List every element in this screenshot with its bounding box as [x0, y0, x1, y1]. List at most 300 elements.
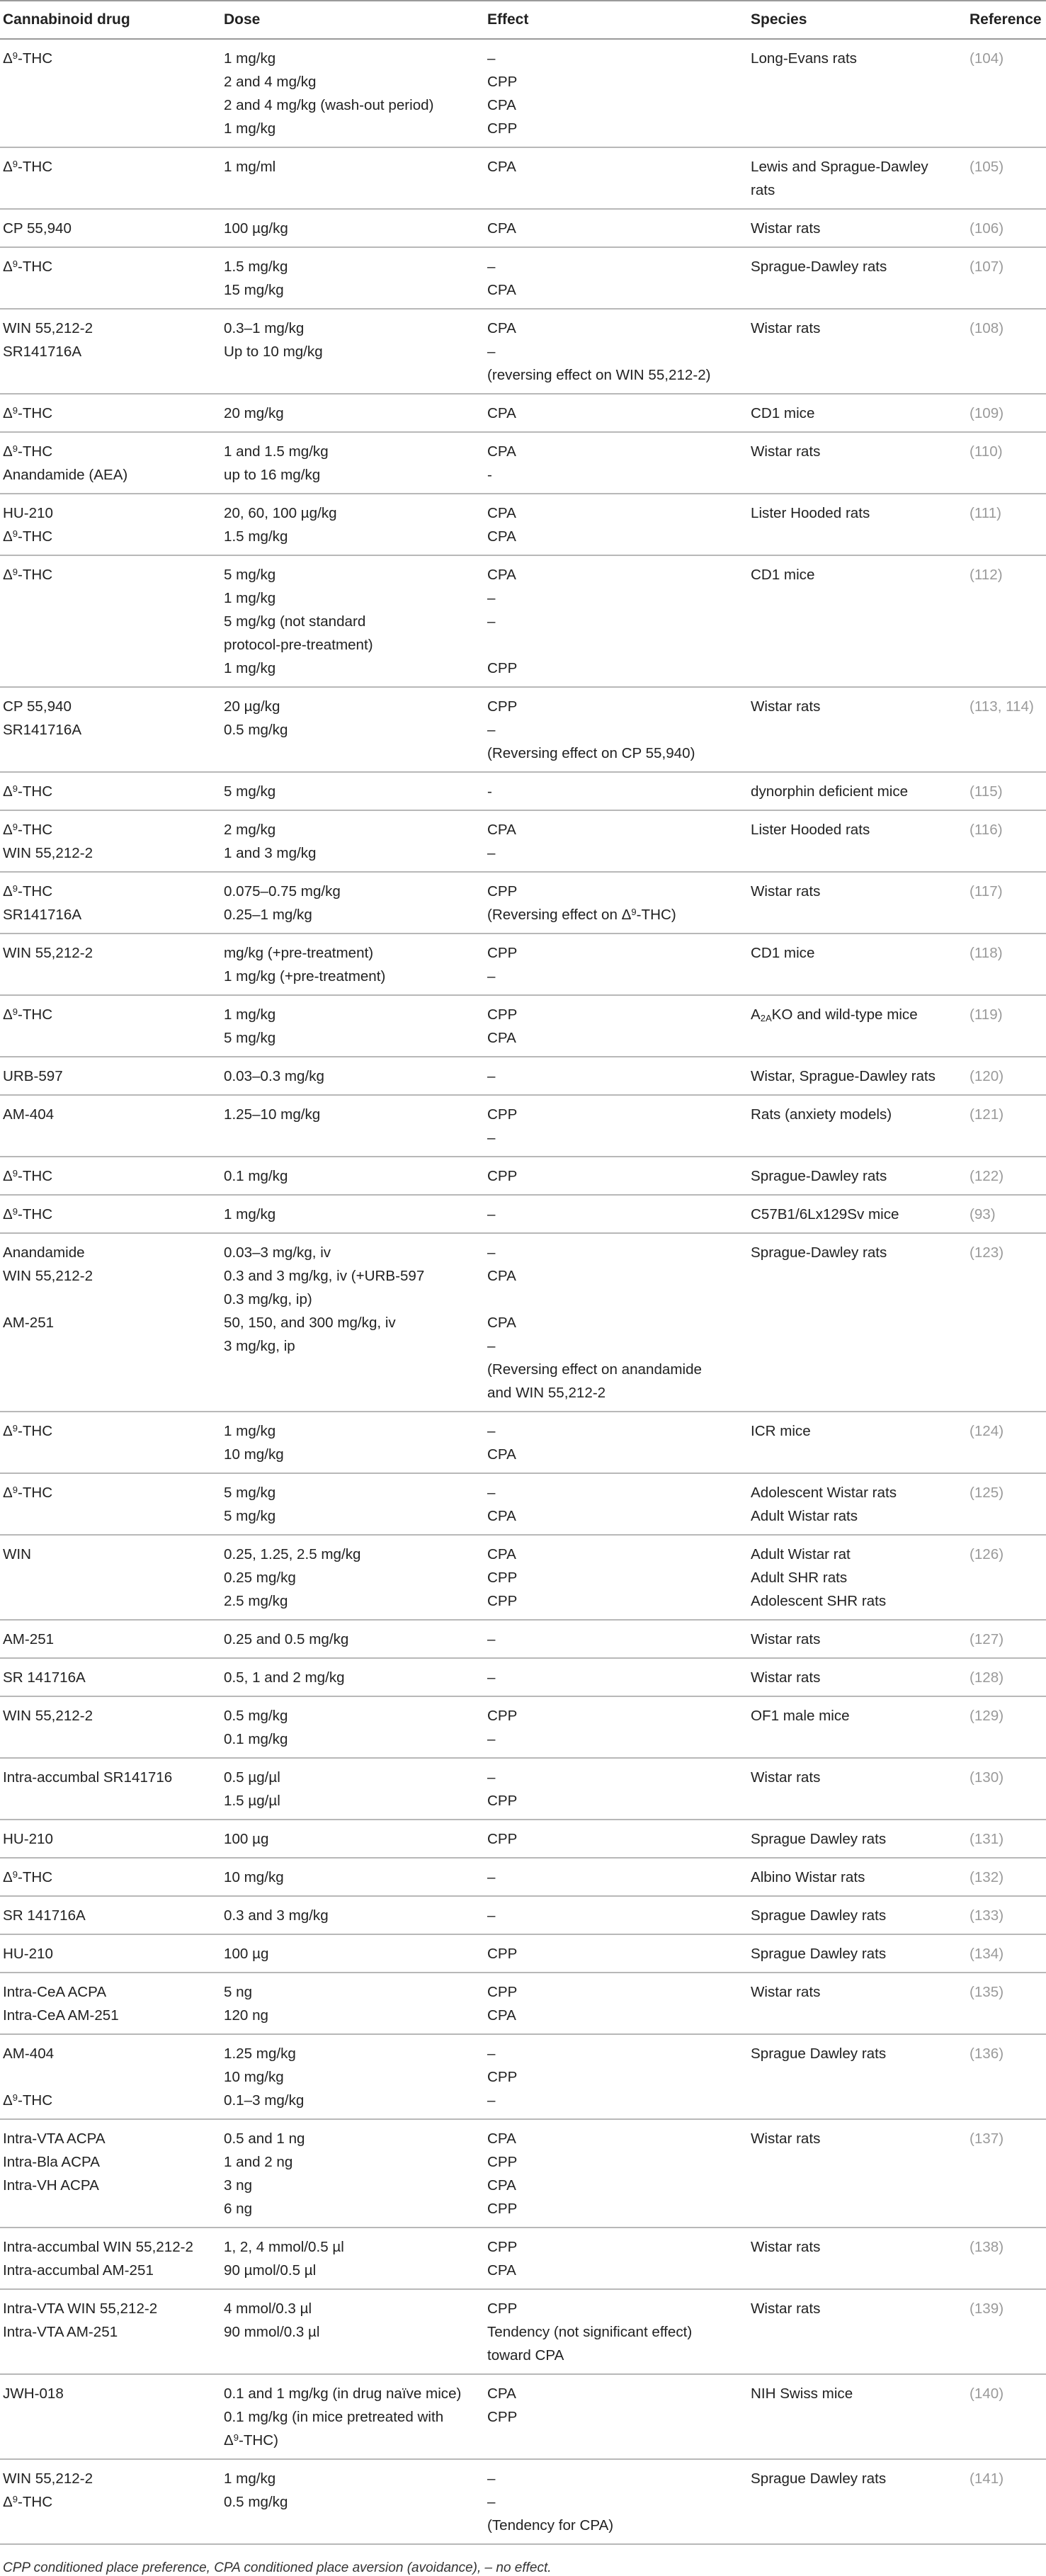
cell-drug [0, 209, 221, 247]
cell-species-line: Sprague Dawley rats [751, 1946, 887, 1962]
table-row [0, 247, 1046, 309]
cell-species-line: Wistar rats [751, 1984, 821, 2000]
cell-dose [221, 2034, 484, 2119]
cell-dose [221, 2459, 484, 2544]
cell-reference[interactable] [967, 2228, 1046, 2289]
table-row [0, 432, 1046, 494]
cell-dose-line: 50, 150, and 300 mg/kg, iv [224, 1315, 396, 1331]
cell-dose-line: 1 mg/kg [224, 1423, 276, 1439]
cell-dose-line: 20 µg/kg [224, 698, 280, 715]
cell-drug-line: $\Delta^9$-THC [3, 883, 53, 900]
cell-effect-line: CPP [487, 1570, 518, 1586]
cell-drug-line: AM-404 [3, 1106, 55, 1123]
cell-drug-line: Anandamide [3, 1244, 85, 1261]
cell-species-line: Wistar rats [751, 220, 821, 237]
cell-dose-line: 90 mmol/0.3 µl [224, 2324, 320, 2340]
cell-effect-line: CPP [487, 1831, 518, 1847]
cell-dose-line: 0.03–3 mg/kg, iv [224, 1244, 331, 1261]
cell-reference[interactable] [967, 209, 1046, 247]
cell-effect [484, 147, 748, 209]
cell-drug-line: CP 55,940 [3, 698, 72, 715]
table-row [0, 1696, 1046, 1758]
table-row [0, 934, 1046, 995]
cell-reference[interactable] [967, 1057, 1046, 1095]
cell-species [748, 1934, 967, 1973]
cell-dose [221, 1233, 484, 1412]
cell-reference[interactable] [967, 810, 1046, 872]
cell-species-line: Sprague Dawley rats [751, 2046, 887, 2062]
reference-link[interactable]: (118) [970, 945, 1003, 961]
cell-effect-line: - [487, 467, 492, 483]
cell-drug [0, 147, 221, 209]
reference-link[interactable]: (107) [970, 259, 1004, 275]
cell-effect [484, 2228, 748, 2289]
table-row [0, 1195, 1046, 1233]
table-row [0, 2289, 1046, 2374]
cell-dose [221, 772, 484, 810]
cell-effect [484, 772, 748, 810]
cell-effect [484, 934, 748, 995]
reference-link[interactable]: (122) [970, 1168, 1004, 1184]
cell-effect-line: CPA [487, 405, 516, 421]
cell-effect-line: – [487, 1244, 496, 1261]
cell-drug [0, 810, 221, 872]
cell-species [748, 995, 967, 1057]
cell-species [748, 1473, 967, 1535]
cell-drug [0, 995, 221, 1057]
reference-link[interactable]: (110) [970, 443, 1003, 460]
cell-species [748, 2119, 967, 2228]
cell-drug-line: $\Delta^9$-THC [3, 528, 53, 545]
cell-drug-line: $\Delta^9$-THC [3, 1485, 53, 1501]
cell-effect-line: – [487, 968, 496, 985]
reference-link[interactable]: (113, 114) [970, 698, 1034, 715]
cell-effect [484, 1934, 748, 1973]
cell-reference[interactable] [967, 1858, 1046, 1896]
cell-effect [484, 1095, 748, 1157]
cell-reference[interactable] [967, 872, 1046, 934]
cell-dose-line: 2 and 4 mg/kg [224, 74, 317, 90]
cell-effect [484, 39, 748, 147]
cell-dose [221, 432, 484, 494]
table-row [0, 494, 1046, 555]
reference-link[interactable]: (138) [970, 2239, 1004, 2255]
cell-dose-line: 0.25, 1.25, 2.5 mg/kg [224, 1546, 361, 1562]
cell-drug [0, 1195, 221, 1233]
cell-dose-line: mg/kg (+pre-treatment) [224, 945, 374, 961]
column-header-effect: Effect [484, 1, 748, 39]
reference-link[interactable]: (117) [970, 883, 1003, 900]
cell-reference[interactable] [967, 1095, 1046, 1157]
cell-effect-line: CPA [487, 159, 516, 175]
cell-dose-line: 1 mg/ml [224, 159, 276, 175]
cell-dose-line: 3 ng [224, 2177, 253, 2194]
cell-effect [484, 309, 748, 394]
cell-dose-line: 1.25–10 mg/kg [224, 1106, 321, 1123]
cell-dose [221, 1934, 484, 1973]
reference-link[interactable]: (93) [970, 1206, 996, 1222]
cell-effect [484, 2289, 748, 2374]
cell-species-line: Wistar rats [751, 2239, 821, 2255]
table-row [0, 1535, 1046, 1620]
cell-effect-line: CPA [487, 220, 516, 237]
cell-dose [221, 2289, 484, 2374]
reference-link[interactable]: (111) [970, 505, 1002, 521]
cell-dose-line: 0.25 and 0.5 mg/kg [224, 1631, 349, 1647]
cell-effect [484, 1658, 748, 1696]
cell-reference[interactable] [967, 995, 1046, 1057]
cell-effect-line: – [487, 1869, 496, 1885]
cell-reference[interactable] [967, 1195, 1046, 1233]
reference-link[interactable]: (137) [970, 2130, 1004, 2147]
cell-drug-line: $\Delta^9$-THC [3, 2092, 53, 2109]
cell-dose-line: 0.25 mg/kg [224, 1570, 296, 1586]
reference-link[interactable]: (133) [970, 1907, 1004, 1924]
cell-effect-line: (Reversing effect on CP 55,940) [487, 745, 695, 761]
reference-link[interactable]: (121) [970, 1106, 1004, 1123]
cell-dose-line: 90 µmol/0.5 µl [224, 2262, 317, 2279]
cell-effect-line: CPA [487, 1546, 516, 1562]
cell-effect-line: CPA [487, 97, 516, 113]
cell-effect-line: CPP [487, 120, 518, 137]
cell-dose-line: $\Delta^9-THC$) [224, 2432, 279, 2449]
cell-reference[interactable] [967, 1620, 1046, 1658]
cell-dose-line: 3 mg/kg, ip [224, 1338, 295, 1354]
table-row [0, 1934, 1046, 1973]
cell-effect-line: CPP [487, 1708, 518, 1724]
cell-species [748, 1057, 967, 1095]
table-row [0, 2119, 1046, 2228]
cell-dose-line: 5 mg/kg [224, 567, 276, 583]
cell-dose-line: 0.5, 1 and 2 mg/kg [224, 1669, 345, 1686]
cell-species [748, 555, 967, 687]
cell-effect [484, 209, 748, 247]
cell-dose [221, 1195, 484, 1233]
table-row [0, 39, 1046, 147]
cell-drug-line: Intra-accumbal AM-251 [3, 2262, 154, 2279]
cell-drug [0, 772, 221, 810]
reference-link[interactable]: (130) [970, 1769, 1004, 1786]
cell-species [748, 1820, 967, 1858]
cell-reference[interactable] [967, 1758, 1046, 1820]
cell-effect-line: – [487, 1130, 496, 1146]
reference-link[interactable]: (104) [970, 50, 1004, 67]
reference-link[interactable]: (134) [970, 1946, 1004, 1962]
cell-drug-line: $\Delta^9$-THC [3, 783, 53, 800]
cell-drug-line [3, 1288, 221, 1311]
cell-drug-line: Anandamide (AEA) [3, 467, 128, 483]
cell-reference[interactable] [967, 394, 1046, 432]
cell-drug-line: Intra-accumbal SR141716 [3, 1769, 173, 1786]
cell-dose-line: 0.5 mg/kg [224, 722, 288, 738]
cell-dose-line: 1.25 mg/kg [224, 2046, 296, 2062]
cell-reference[interactable] [967, 687, 1046, 772]
cell-drug [0, 555, 221, 687]
reference-link[interactable]: (132) [970, 1869, 1004, 1885]
reference-link[interactable]: (136) [970, 2046, 1004, 2062]
cell-reference[interactable] [967, 772, 1046, 810]
cell-drug [0, 934, 221, 995]
reference-link[interactable]: (119) [970, 1006, 1003, 1023]
cell-dose-line: 0.3 and 3 mg/kg, iv (+URB-597 [224, 1268, 425, 1284]
table-row [0, 872, 1046, 934]
cell-drug-line: HU-210 [3, 1831, 53, 1847]
cell-dose-line: 1, 2, 4 mmol/0.5 µl [224, 2239, 344, 2255]
cell-species [748, 1896, 967, 1934]
cell-species-line: CD1 mice [751, 567, 815, 583]
reference-link[interactable]: (141) [970, 2470, 1004, 2487]
cell-reference[interactable] [967, 2459, 1046, 2544]
cell-effect-line: CPA [487, 2177, 516, 2194]
reference-link[interactable]: (124) [970, 1423, 1004, 1439]
cell-dose-line: 100 µg/kg [224, 220, 288, 237]
cell-dose-line: 1 mg/kg (+pre-treatment) [224, 968, 386, 985]
cell-reference[interactable] [967, 2119, 1046, 2228]
reference-link[interactable]: (115) [970, 783, 1003, 800]
cell-species [748, 247, 967, 309]
cell-species [748, 39, 967, 147]
cell-dose [221, 810, 484, 872]
cell-drug [0, 1412, 221, 1473]
cell-dose-line: 1 mg/kg [224, 2470, 276, 2487]
cell-dose-line: 0.5 mg/kg [224, 1708, 288, 1724]
cell-dose-line: Up to 10 mg/kg [224, 344, 323, 360]
cell-reference[interactable] [967, 555, 1046, 687]
cell-reference[interactable] [967, 247, 1046, 309]
reference-link[interactable]: (128) [970, 1669, 1004, 1686]
cell-effect-line: CPP [487, 2154, 518, 2170]
cell-species [748, 1696, 967, 1758]
cell-species-line: Adult SHR rats [751, 1570, 848, 1586]
cell-species [748, 2459, 967, 2544]
cell-species-line: dynorphin deficient mice [751, 783, 909, 800]
cell-effect-line: and WIN 55,212-2 [487, 1385, 606, 1401]
cell-dose-line: 10 mg/kg [224, 1446, 284, 1463]
cell-reference[interactable] [967, 2289, 1046, 2374]
cell-reference[interactable] [967, 147, 1046, 209]
reference-link[interactable]: (126) [970, 1546, 1004, 1562]
cell-drug-line: Intra-CeA ACPA [3, 1984, 107, 2000]
reference-link[interactable]: (135) [970, 1984, 1004, 2000]
table-row [0, 1412, 1046, 1473]
table-row [0, 1973, 1046, 2034]
cell-dose [221, 1620, 484, 1658]
reference-link[interactable]: (108) [970, 320, 1004, 336]
cell-species-line: C57B1/6Lx129Sv mice [751, 1206, 899, 1222]
cell-dose-line: 0.3 and 3 mg/kg [224, 1907, 329, 1924]
cell-dose [221, 555, 484, 687]
cell-effect-line: CPA [487, 2262, 516, 2279]
cell-species [748, 1535, 967, 1620]
cell-reference[interactable] [967, 1896, 1046, 1934]
cell-effect-line: – [487, 1907, 496, 1924]
cell-reference[interactable] [967, 1934, 1046, 1973]
cell-dose [221, 1973, 484, 2034]
reference-link[interactable]: (127) [970, 1631, 1004, 1647]
cell-species-line: Lewis and Sprague-Dawley [751, 159, 928, 175]
cell-dose [221, 1858, 484, 1896]
cell-reference[interactable] [967, 2374, 1046, 2459]
cell-effect-line: – [487, 2470, 496, 2487]
cell-effect-line: CPP [487, 1984, 518, 2000]
cell-effect [484, 687, 748, 772]
cell-dose [221, 1535, 484, 1620]
cell-drug-line: AM-251 [3, 1631, 55, 1647]
cell-species-line: $A_{2A}KO$ and wild-type mice [751, 1006, 918, 1023]
reference-link[interactable]: (116) [970, 822, 1003, 838]
cell-reference[interactable] [967, 1412, 1046, 1473]
cell-reference[interactable] [967, 1233, 1046, 1412]
cell-drug-line: WIN 55,212-2 [3, 320, 93, 336]
cell-drug [0, 1095, 221, 1157]
cell-drug [0, 1157, 221, 1195]
cell-dose-line: 1.5 mg/kg [224, 528, 288, 545]
reference-link[interactable]: (112) [970, 567, 1003, 583]
cell-reference[interactable] [967, 1820, 1046, 1858]
cell-effect-line: – [487, 1206, 496, 1222]
cell-effect-line: (reversing effect on WIN 55,212-2) [487, 367, 711, 383]
cell-dose-line: 5 mg/kg (not standard [224, 613, 366, 630]
cell-effect-line: (Reversing effect on $\Delta^9-THC$) [487, 907, 676, 923]
cell-reference[interactable] [967, 1535, 1046, 1620]
cell-effect-line: – [487, 2092, 496, 2109]
reference-link[interactable]: (140) [970, 2385, 1004, 2402]
cell-drug [0, 2374, 221, 2459]
cell-drug-line: WIN 55,212-2 [3, 2470, 93, 2487]
cell-dose-line: 0.03–0.3 mg/kg [224, 1068, 324, 1084]
cell-effect-line: - [487, 783, 492, 800]
cell-reference[interactable] [967, 1157, 1046, 1195]
cell-effect [484, 1620, 748, 1658]
cell-drug-line: $\Delta^9$-THC [3, 1869, 53, 1885]
cell-effect [484, 1195, 748, 1233]
cell-drug [0, 2228, 221, 2289]
cell-drug [0, 2459, 221, 2544]
cell-dose-line: 0.5 and 1 ng [224, 2130, 305, 2147]
cell-reference[interactable] [967, 432, 1046, 494]
cell-effect-line: CPP [487, 1168, 518, 1184]
cell-dose [221, 209, 484, 247]
cell-drug [0, 2119, 221, 2228]
cell-reference[interactable] [967, 934, 1046, 995]
cell-drug-line: $\Delta^9$-THC [3, 567, 53, 583]
cell-reference[interactable] [967, 309, 1046, 394]
cell-effect-line: CPP [487, 1006, 518, 1023]
cell-species-line: NIH Swiss mice [751, 2385, 853, 2402]
reference-link[interactable]: (109) [970, 405, 1004, 421]
reference-link[interactable]: (106) [970, 220, 1004, 237]
cell-effect [484, 1057, 748, 1095]
cell-species-line: Sprague Dawley rats [751, 1831, 887, 1847]
cell-dose [221, 1696, 484, 1758]
cell-effect-line: CPP [487, 945, 518, 961]
reference-link[interactable]: (120) [970, 1068, 1004, 1084]
cell-effect-line: CPA [487, 1508, 516, 1524]
cell-effect [484, 2374, 748, 2459]
cell-dose [221, 2228, 484, 2289]
cell-effect-line: – [487, 50, 496, 67]
cell-species-line: Wistar rats [751, 883, 821, 900]
cell-effect-line: CPA [487, 567, 516, 583]
cell-species [748, 1233, 967, 1412]
cell-effect-line: – [487, 845, 496, 861]
table-row [0, 772, 1046, 810]
cell-drug-line: SR 141716A [3, 1907, 86, 1924]
cell-dose-line: up to 16 mg/kg [224, 467, 321, 483]
cell-dose [221, 2374, 484, 2459]
cell-effect-line: CPA [487, 528, 516, 545]
cell-dose [221, 687, 484, 772]
cell-dose [221, 1095, 484, 1157]
reference-link[interactable]: (125) [970, 1485, 1004, 1501]
cell-dose-line: 5 ng [224, 1984, 253, 2000]
cell-drug [0, 432, 221, 494]
cell-effect-line: toward CPA [487, 2347, 564, 2364]
cell-effect-line: CPP [487, 1593, 518, 1609]
reference-link[interactable]: (131) [970, 1831, 1004, 1847]
cell-dose [221, 1412, 484, 1473]
table-row [0, 1157, 1046, 1195]
cell-effect [484, 2034, 748, 2119]
cell-dose [221, 1057, 484, 1095]
cell-effect-line: CPA [487, 2130, 516, 2147]
cell-drug-line [3, 2065, 221, 2089]
cell-effect-line: – [487, 1631, 496, 1647]
cell-reference[interactable] [967, 1973, 1046, 2034]
cell-dose-line: 5 mg/kg [224, 1485, 276, 1501]
cell-drug-line: AM-251 [3, 1315, 55, 1331]
cell-dose [221, 995, 484, 1057]
cell-effect-line: CPP [487, 660, 518, 676]
cell-drug [0, 494, 221, 555]
cell-drug [0, 1758, 221, 1820]
cell-reference[interactable] [967, 2034, 1046, 2119]
cell-drug-line: Intra-accumbal WIN 55,212-2 [3, 2239, 193, 2255]
cell-dose [221, 1758, 484, 1820]
cell-species [748, 309, 967, 394]
cell-reference[interactable] [967, 1473, 1046, 1535]
reference-link[interactable]: (123) [970, 1244, 1004, 1261]
cell-species-line: Lister Hooded rats [751, 505, 870, 521]
cell-effect-line: – [487, 259, 496, 275]
reference-link[interactable]: (139) [970, 2300, 1004, 2317]
cell-reference[interactable] [967, 1658, 1046, 1696]
cell-effect-line: CPA [487, 505, 516, 521]
cell-effect [484, 494, 748, 555]
cell-species [748, 2289, 967, 2374]
cell-effect-line: CPA [487, 320, 516, 336]
cell-effect [484, 2119, 748, 2228]
cell-reference[interactable] [967, 494, 1046, 555]
reference-link[interactable]: (129) [970, 1708, 1004, 1724]
cell-drug [0, 1696, 221, 1758]
cell-species-line: Adult Wistar rat [751, 1546, 851, 1562]
cell-dose [221, 872, 484, 934]
cell-reference[interactable] [967, 1696, 1046, 1758]
reference-link[interactable]: (105) [970, 159, 1004, 175]
cell-drug-line: $\Delta^9$-THC [3, 50, 53, 67]
cell-effect-line: – [487, 2494, 496, 2510]
cell-reference[interactable] [967, 39, 1046, 147]
cell-effect [484, 2459, 748, 2544]
cell-effect-line: CPA [487, 1268, 516, 1284]
cell-dose [221, 394, 484, 432]
cell-effect-line: CPP [487, 698, 518, 715]
cell-effect-line [487, 1288, 748, 1311]
cell-species-line: Sprague Dawley rats [751, 1907, 887, 1924]
cell-drug-line: URB-597 [3, 1068, 63, 1084]
cell-dose-line: 15 mg/kg [224, 282, 284, 298]
